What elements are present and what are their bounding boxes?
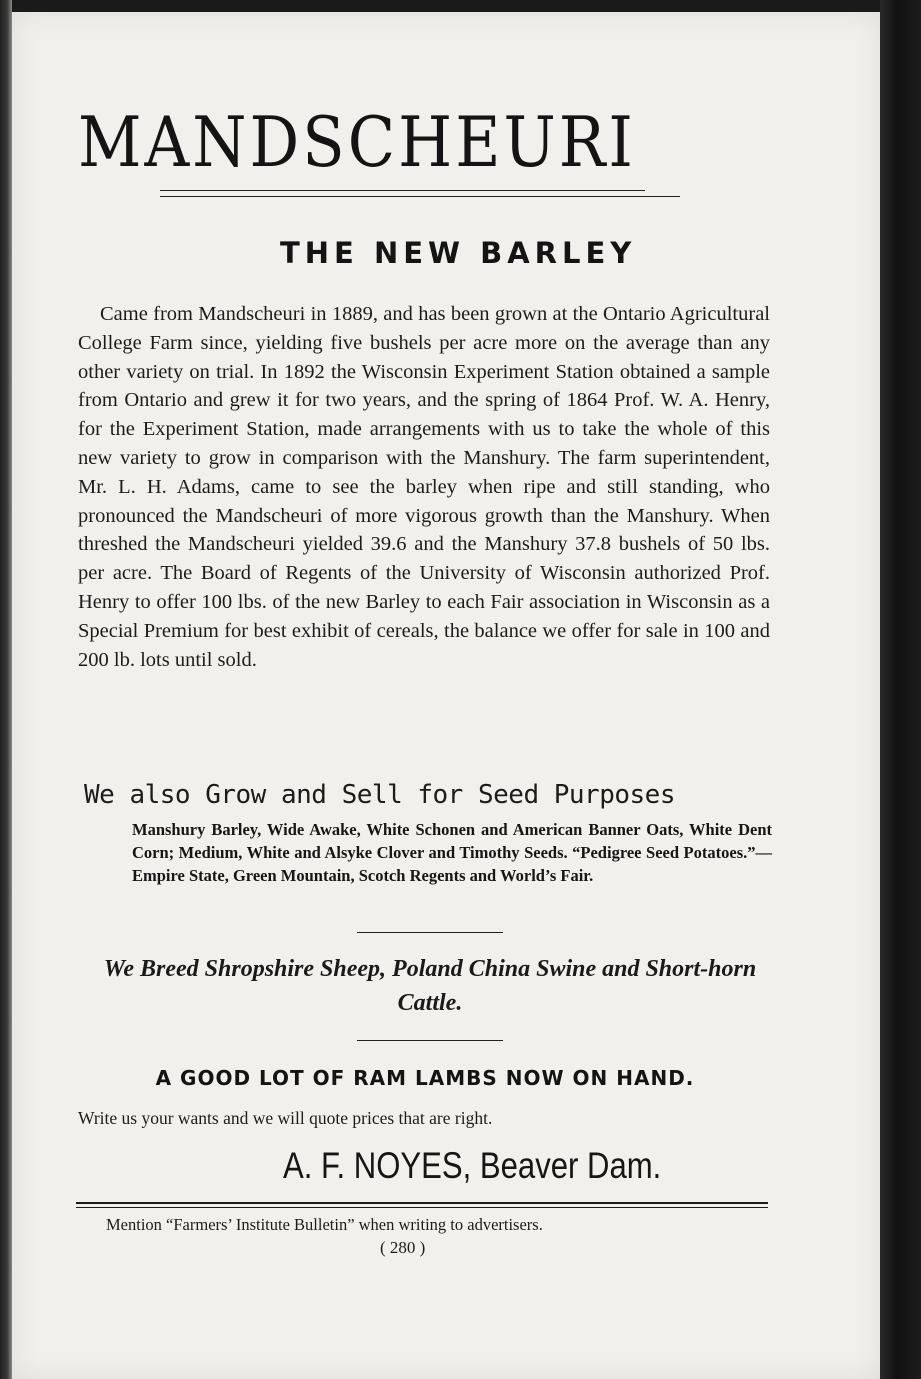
footer-mention-note: Mention “Farmers’ Institute Bulletin” when writing to advertisers. xyxy=(106,1215,543,1234)
scan-background-edge xyxy=(880,0,921,1379)
livestock-breeding-statement: We Breed Shropshire Sheep, Poland China Swine and Short-horn Cattle. xyxy=(103,956,757,1016)
ram-lambs-announcement: A GOOD LOT OF RAM LAMBS NOW ON HAND. xyxy=(155,1066,695,1090)
title-underline-rule-lower xyxy=(160,196,680,197)
footer-rule xyxy=(76,1202,768,1204)
advertiser-signature: A. F. NOYES, Beaver Dam. xyxy=(283,1145,662,1186)
description-paragraph-text: Came from Mandscheuri in 1889, and has been grown at the Ontario Agricultural College Farm since, yielding five bushels per acre more on the average than any other variety on trial. In 1892 the Wisconsin Experiment Station obtained a sample from Ontario and grew it for two years, and the spring of 1864 Prof. W. A. Henry, for the Experiment Station, made arrangements with us to take the whole of this new variety to grow in comparison with the Manshury. The farm superintendent, Mr. L. H. Adams, came to see the barley when ripe and still standing, who pronounced the Mandscheuri of more vigorous growth than the Manshury. When threshed the Mandscheuri yielded 39.6 and the Manshury 37.8 bushels of 50 lbs. per acre. The Board of Regents of the University of Wisconsin authorized Prof. Henry to offer 100 lbs. of the new Barley to each Fair association in Wisconsin as a Special Premium for best exhibit of cereals, the balance we offer for sale in 100 and 200 lb. lots until sold. xyxy=(78,303,770,671)
title-underline-rule xyxy=(160,190,645,191)
seed-products-list: Manshury Barley, Wide Awake, White Schonen and American Banner Oats, White Dent Corn; Medium, White and Alsyke Clover and Timothy Seeds. “Pedigree Seed Potatoes.”—Empire State, Green Mountain, Scotch Regents and World’s Fair. xyxy=(132,820,772,885)
book-spine-edge xyxy=(0,0,12,1379)
contact-invitation: Write us your wants and we will quote prices that are right. xyxy=(78,1108,493,1128)
advertisement-title: MANDSCHEURI xyxy=(78,101,636,184)
description-paragraph xyxy=(78,300,770,674)
section-divider-rule xyxy=(357,932,503,933)
seed-purposes-heading: We also Grow and Sell for Seed Purposes xyxy=(84,780,675,810)
section-divider-rule-lower xyxy=(357,1040,503,1041)
page-number: ( 280 ) xyxy=(380,1238,426,1257)
advertisement-subtitle: THE NEW BARLEY xyxy=(280,236,637,270)
footer-rule-thin xyxy=(76,1207,768,1208)
